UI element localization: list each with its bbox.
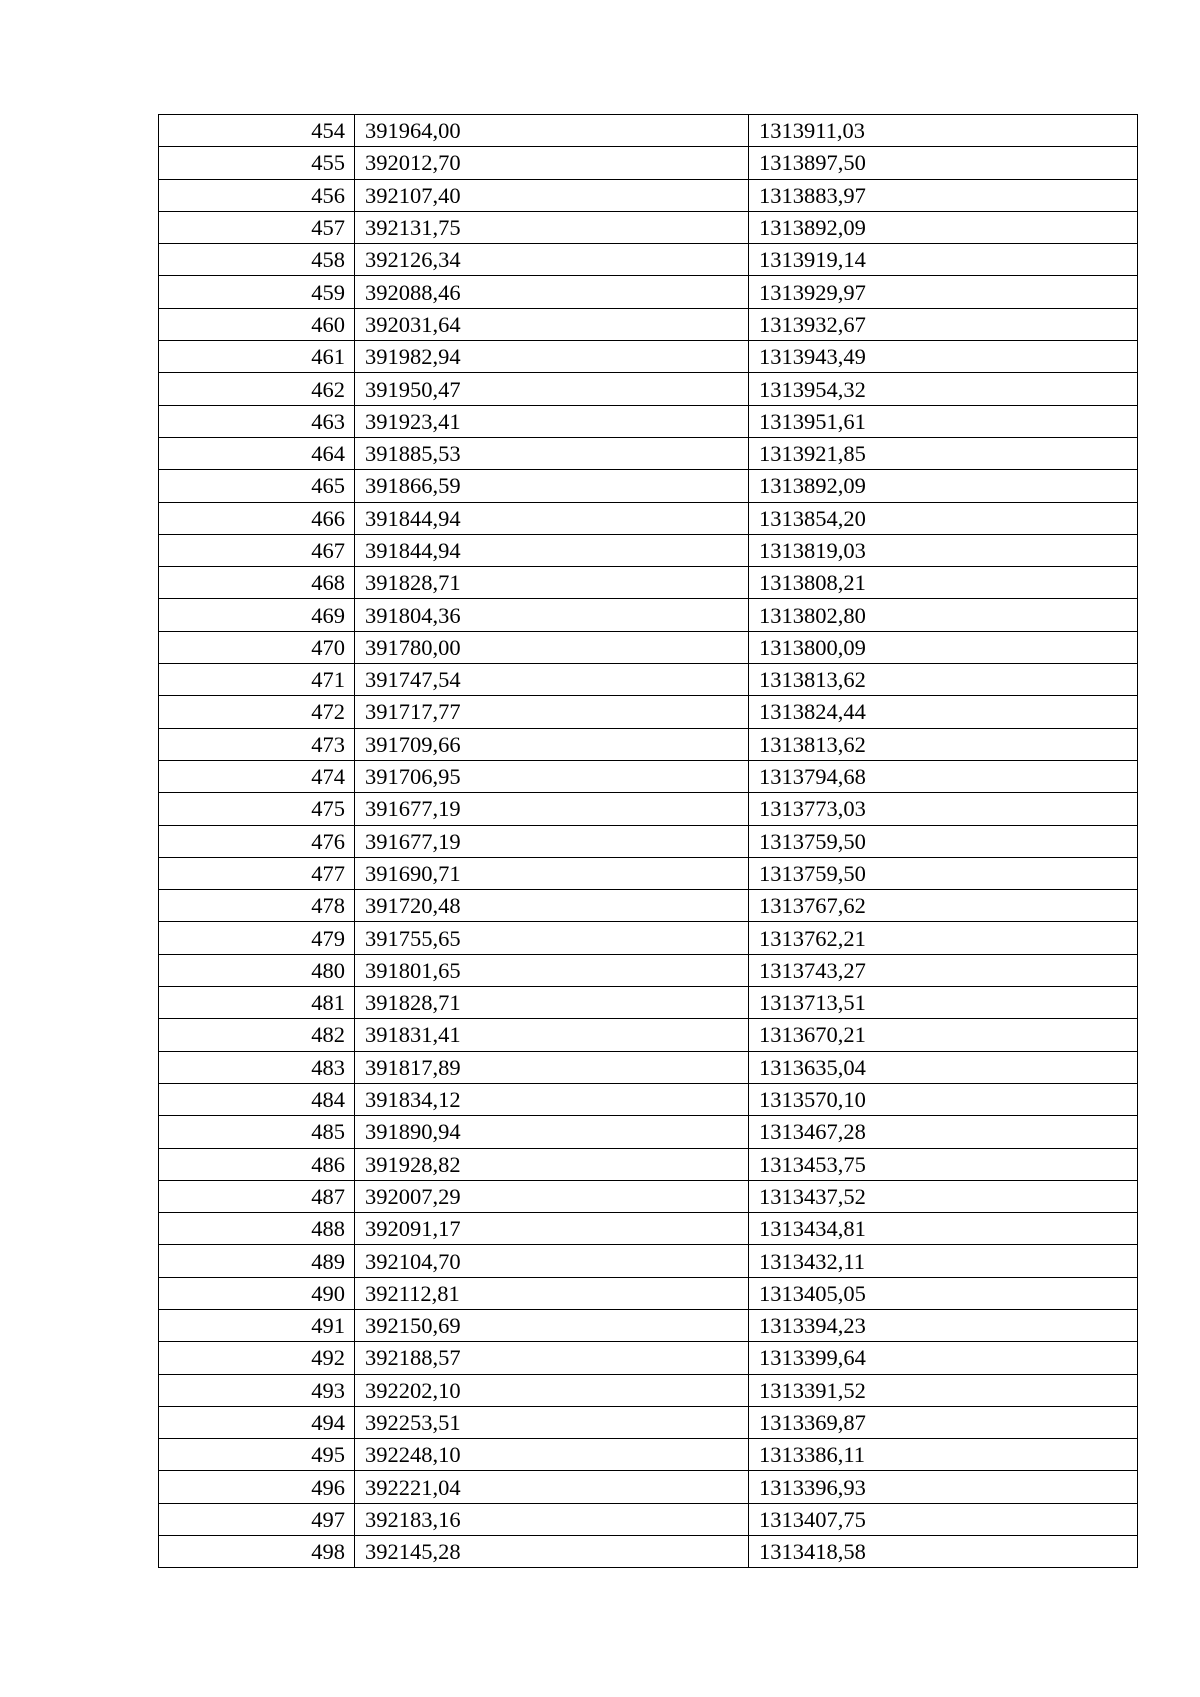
- point-number-cell: 458: [159, 244, 355, 276]
- point-number-cell: 494: [159, 1406, 355, 1438]
- table-row: [159, 987, 1138, 1019]
- table-row: [159, 664, 1138, 696]
- y-coordinate-cell: 1313396,93: [749, 1471, 1138, 1503]
- x-coordinate-cell: 391928,82: [355, 1148, 749, 1180]
- x-coordinate-cell: 392112,81: [355, 1277, 749, 1309]
- x-coordinate-cell: 392183,16: [355, 1503, 749, 1535]
- point-number-cell: 474: [159, 760, 355, 792]
- y-coordinate-cell: 1313670,21: [749, 1019, 1138, 1051]
- point-number-cell: 463: [159, 405, 355, 437]
- x-coordinate-cell: 391923,41: [355, 405, 749, 437]
- y-coordinate-cell: 1313407,75: [749, 1503, 1138, 1535]
- y-coordinate-cell: 1313808,21: [749, 567, 1138, 599]
- point-number-cell: 489: [159, 1245, 355, 1277]
- x-coordinate-cell: 391747,54: [355, 664, 749, 696]
- point-number-cell: 495: [159, 1439, 355, 1471]
- point-number-cell: 490: [159, 1277, 355, 1309]
- y-coordinate-cell: 1313813,62: [749, 728, 1138, 760]
- x-coordinate-cell: 392131,75: [355, 211, 749, 243]
- point-number-cell: 496: [159, 1471, 355, 1503]
- y-coordinate-cell: 1313951,61: [749, 405, 1138, 437]
- table-row: [159, 599, 1138, 631]
- point-number-cell: 475: [159, 793, 355, 825]
- x-coordinate-cell: 391844,94: [355, 502, 749, 534]
- point-number-cell: 479: [159, 922, 355, 954]
- y-coordinate-cell: 1313394,23: [749, 1309, 1138, 1341]
- table-row: [159, 1051, 1138, 1083]
- point-number-cell: 457: [159, 211, 355, 243]
- point-number-cell: 459: [159, 276, 355, 308]
- point-number-cell: 454: [159, 115, 355, 147]
- coordinates-table: [158, 114, 1138, 1568]
- y-coordinate-cell: 1313386,11: [749, 1439, 1138, 1471]
- point-number-cell: 462: [159, 373, 355, 405]
- point-number-cell: 480: [159, 954, 355, 986]
- table-row: [159, 1374, 1138, 1406]
- point-number-cell: 465: [159, 470, 355, 502]
- table-row: [159, 922, 1138, 954]
- point-number-cell: 473: [159, 728, 355, 760]
- point-number-cell: 477: [159, 857, 355, 889]
- y-coordinate-cell: 1313759,50: [749, 857, 1138, 889]
- y-coordinate-cell: 1313824,44: [749, 696, 1138, 728]
- y-coordinate-cell: 1313635,04: [749, 1051, 1138, 1083]
- point-number-cell: 482: [159, 1019, 355, 1051]
- table-row: [159, 1245, 1138, 1277]
- y-coordinate-cell: 1313399,64: [749, 1342, 1138, 1374]
- point-number-cell: 471: [159, 664, 355, 696]
- y-coordinate-cell: 1313391,52: [749, 1374, 1138, 1406]
- x-coordinate-cell: 391950,47: [355, 373, 749, 405]
- point-number-cell: 493: [159, 1374, 355, 1406]
- x-coordinate-cell: 391706,95: [355, 760, 749, 792]
- table-row: [159, 696, 1138, 728]
- x-coordinate-cell: 392104,70: [355, 1245, 749, 1277]
- table-row: [159, 437, 1138, 469]
- point-number-cell: 472: [159, 696, 355, 728]
- point-number-cell: 469: [159, 599, 355, 631]
- table-row: [159, 502, 1138, 534]
- point-number-cell: 488: [159, 1213, 355, 1245]
- y-coordinate-cell: 1313819,03: [749, 534, 1138, 566]
- y-coordinate-cell: 1313453,75: [749, 1148, 1138, 1180]
- y-coordinate-cell: 1313713,51: [749, 987, 1138, 1019]
- x-coordinate-cell: 392221,04: [355, 1471, 749, 1503]
- table-row: [159, 1439, 1138, 1471]
- table-row: [159, 373, 1138, 405]
- y-coordinate-cell: 1313932,67: [749, 308, 1138, 340]
- table-row: [159, 728, 1138, 760]
- point-number-cell: 461: [159, 341, 355, 373]
- x-coordinate-cell: 392091,17: [355, 1213, 749, 1245]
- table-row: [159, 1180, 1138, 1212]
- x-coordinate-cell: 391964,00: [355, 115, 749, 147]
- y-coordinate-cell: 1313794,68: [749, 760, 1138, 792]
- y-coordinate-cell: 1313919,14: [749, 244, 1138, 276]
- x-coordinate-cell: 391720,48: [355, 890, 749, 922]
- point-number-cell: 486: [159, 1148, 355, 1180]
- y-coordinate-cell: 1313432,11: [749, 1245, 1138, 1277]
- y-coordinate-cell: 1313897,50: [749, 147, 1138, 179]
- x-coordinate-cell: 391804,36: [355, 599, 749, 631]
- y-coordinate-cell: 1313437,52: [749, 1180, 1138, 1212]
- table-row: [159, 1406, 1138, 1438]
- x-coordinate-cell: 391828,71: [355, 567, 749, 599]
- table-row: [159, 857, 1138, 889]
- point-number-cell: 470: [159, 631, 355, 663]
- x-coordinate-cell: 391866,59: [355, 470, 749, 502]
- point-number-cell: 497: [159, 1503, 355, 1535]
- table-row: [159, 825, 1138, 857]
- x-coordinate-cell: 391709,66: [355, 728, 749, 760]
- table-row: [159, 793, 1138, 825]
- coordinates-table-body: [159, 115, 1138, 1568]
- x-coordinate-cell: 392150,69: [355, 1309, 749, 1341]
- table-row: [159, 1213, 1138, 1245]
- x-coordinate-cell: 391690,71: [355, 857, 749, 889]
- point-number-cell: 455: [159, 147, 355, 179]
- x-coordinate-cell: 391677,19: [355, 825, 749, 857]
- x-coordinate-cell: 392145,28: [355, 1536, 749, 1568]
- table-row: [159, 1148, 1138, 1180]
- table-row: [159, 1277, 1138, 1309]
- y-coordinate-cell: 1313943,49: [749, 341, 1138, 373]
- y-coordinate-cell: 1313854,20: [749, 502, 1138, 534]
- table-row: [159, 1019, 1138, 1051]
- table-row: [159, 760, 1138, 792]
- y-coordinate-cell: 1313743,27: [749, 954, 1138, 986]
- point-number-cell: 476: [159, 825, 355, 857]
- y-coordinate-cell: 1313802,80: [749, 599, 1138, 631]
- table-row: [159, 1536, 1138, 1568]
- table-row: [159, 308, 1138, 340]
- y-coordinate-cell: 1313762,21: [749, 922, 1138, 954]
- y-coordinate-cell: 1313467,28: [749, 1116, 1138, 1148]
- x-coordinate-cell: 391834,12: [355, 1083, 749, 1115]
- point-number-cell: 484: [159, 1083, 355, 1115]
- table-row: [159, 244, 1138, 276]
- table-row: [159, 470, 1138, 502]
- y-coordinate-cell: 1313892,09: [749, 211, 1138, 243]
- y-coordinate-cell: 1313800,09: [749, 631, 1138, 663]
- x-coordinate-cell: 391717,77: [355, 696, 749, 728]
- point-number-cell: 466: [159, 502, 355, 534]
- x-coordinate-cell: 391755,65: [355, 922, 749, 954]
- x-coordinate-cell: 392126,34: [355, 244, 749, 276]
- table-row: [159, 1342, 1138, 1374]
- y-coordinate-cell: 1313813,62: [749, 664, 1138, 696]
- y-coordinate-cell: 1313405,05: [749, 1277, 1138, 1309]
- y-coordinate-cell: 1313883,97: [749, 179, 1138, 211]
- point-number-cell: 485: [159, 1116, 355, 1148]
- y-coordinate-cell: 1313929,97: [749, 276, 1138, 308]
- x-coordinate-cell: 392202,10: [355, 1374, 749, 1406]
- point-number-cell: 491: [159, 1309, 355, 1341]
- point-number-cell: 467: [159, 534, 355, 566]
- y-coordinate-cell: 1313570,10: [749, 1083, 1138, 1115]
- point-number-cell: 460: [159, 308, 355, 340]
- x-coordinate-cell: 392031,64: [355, 308, 749, 340]
- point-number-cell: 492: [159, 1342, 355, 1374]
- y-coordinate-cell: 1313369,87: [749, 1406, 1138, 1438]
- table-row: [159, 1471, 1138, 1503]
- table-row: [159, 1309, 1138, 1341]
- point-number-cell: 478: [159, 890, 355, 922]
- x-coordinate-cell: 391817,89: [355, 1051, 749, 1083]
- x-coordinate-cell: 391801,65: [355, 954, 749, 986]
- table-row: [159, 631, 1138, 663]
- x-coordinate-cell: 391885,53: [355, 437, 749, 469]
- x-coordinate-cell: 392248,10: [355, 1439, 749, 1471]
- table-row: [159, 890, 1138, 922]
- y-coordinate-cell: 1313759,50: [749, 825, 1138, 857]
- y-coordinate-cell: 1313892,09: [749, 470, 1138, 502]
- table-row: [159, 534, 1138, 566]
- table-row: [159, 1503, 1138, 1535]
- y-coordinate-cell: 1313767,62: [749, 890, 1138, 922]
- y-coordinate-cell: 1313434,81: [749, 1213, 1138, 1245]
- table-row: [159, 341, 1138, 373]
- table-row: [159, 405, 1138, 437]
- x-coordinate-cell: 391982,94: [355, 341, 749, 373]
- table-row: [159, 1083, 1138, 1115]
- table-row: [159, 954, 1138, 986]
- y-coordinate-cell: 1313911,03: [749, 115, 1138, 147]
- x-coordinate-cell: 392088,46: [355, 276, 749, 308]
- x-coordinate-cell: 392253,51: [355, 1406, 749, 1438]
- point-number-cell: 498: [159, 1536, 355, 1568]
- point-number-cell: 464: [159, 437, 355, 469]
- x-coordinate-cell: 392107,40: [355, 179, 749, 211]
- y-coordinate-cell: 1313954,32: [749, 373, 1138, 405]
- table-row: [159, 211, 1138, 243]
- table-row: [159, 567, 1138, 599]
- point-number-cell: 487: [159, 1180, 355, 1212]
- point-number-cell: 456: [159, 179, 355, 211]
- x-coordinate-cell: 392188,57: [355, 1342, 749, 1374]
- x-coordinate-cell: 391831,41: [355, 1019, 749, 1051]
- x-coordinate-cell: 391677,19: [355, 793, 749, 825]
- table-row: [159, 147, 1138, 179]
- x-coordinate-cell: 391828,71: [355, 987, 749, 1019]
- table-row: [159, 276, 1138, 308]
- y-coordinate-cell: 1313418,58: [749, 1536, 1138, 1568]
- table-row: [159, 1116, 1138, 1148]
- x-coordinate-cell: 391780,00: [355, 631, 749, 663]
- point-number-cell: 481: [159, 987, 355, 1019]
- y-coordinate-cell: 1313921,85: [749, 437, 1138, 469]
- x-coordinate-cell: 391844,94: [355, 534, 749, 566]
- point-number-cell: 468: [159, 567, 355, 599]
- y-coordinate-cell: 1313773,03: [749, 793, 1138, 825]
- table-row: [159, 179, 1138, 211]
- point-number-cell: 483: [159, 1051, 355, 1083]
- x-coordinate-cell: 391890,94: [355, 1116, 749, 1148]
- table-row: [159, 115, 1138, 147]
- x-coordinate-cell: 392012,70: [355, 147, 749, 179]
- x-coordinate-cell: 392007,29: [355, 1180, 749, 1212]
